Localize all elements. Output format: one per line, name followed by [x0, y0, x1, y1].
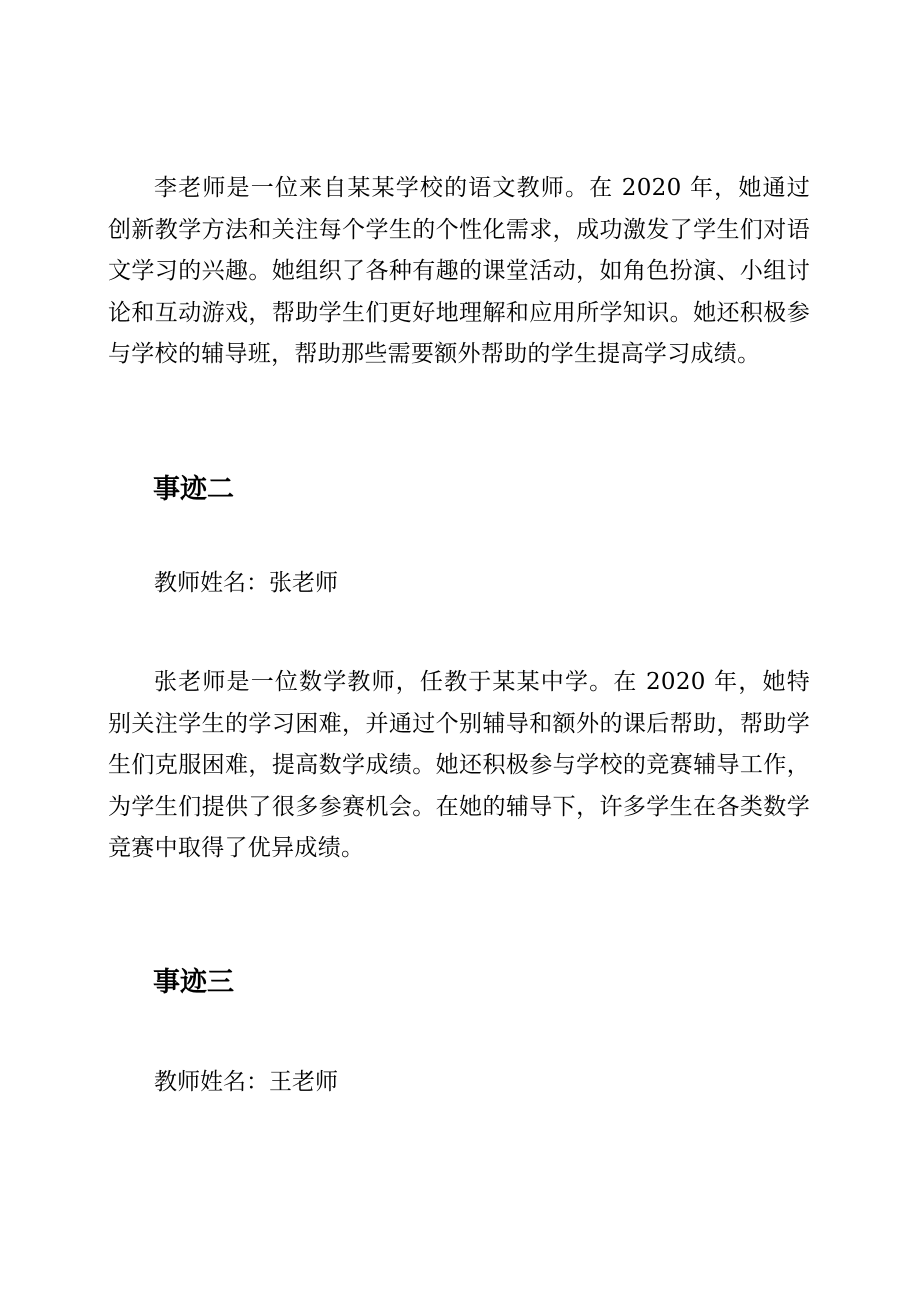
paragraph-li-teacher: 李老师是一位来自某某学校的语文教师。在 2020 年，她通过创新教学方法和关注每个学生的个性化需求，成功激发了学生们对语文学习的兴趣。她组织了各种有趣的课堂活动，如角色扮演、小组讨论和互动游戏，帮助学生们更好地理解和应用所学知识。她还积极参与学校的辅导班，帮助那些需要额外帮助的学生提高学习成绩。	[108, 175, 810, 367]
section-heading-2: 事迹二	[153, 474, 234, 505]
teacher-name-line-2: 教师姓名：张老师	[154, 570, 338, 596]
teacher-name-line-3: 教师姓名：王老师	[154, 1069, 338, 1095]
section-heading-3: 事迹三	[153, 967, 234, 998]
paragraph-zhang-teacher: 张老师是一位数学教师，任教于某某中学。在 2020 年，她特别关注学生的学习困难，并通过个别辅导和额外的课后帮助，帮助学生们克服困难，提高数学成绩。她还积极参与学校的竞赛辅导工作，为学生们提供了很多参赛机会。在她的辅导下，许多学生在各类数学竞赛中取得了优异成绩。	[108, 669, 810, 861]
